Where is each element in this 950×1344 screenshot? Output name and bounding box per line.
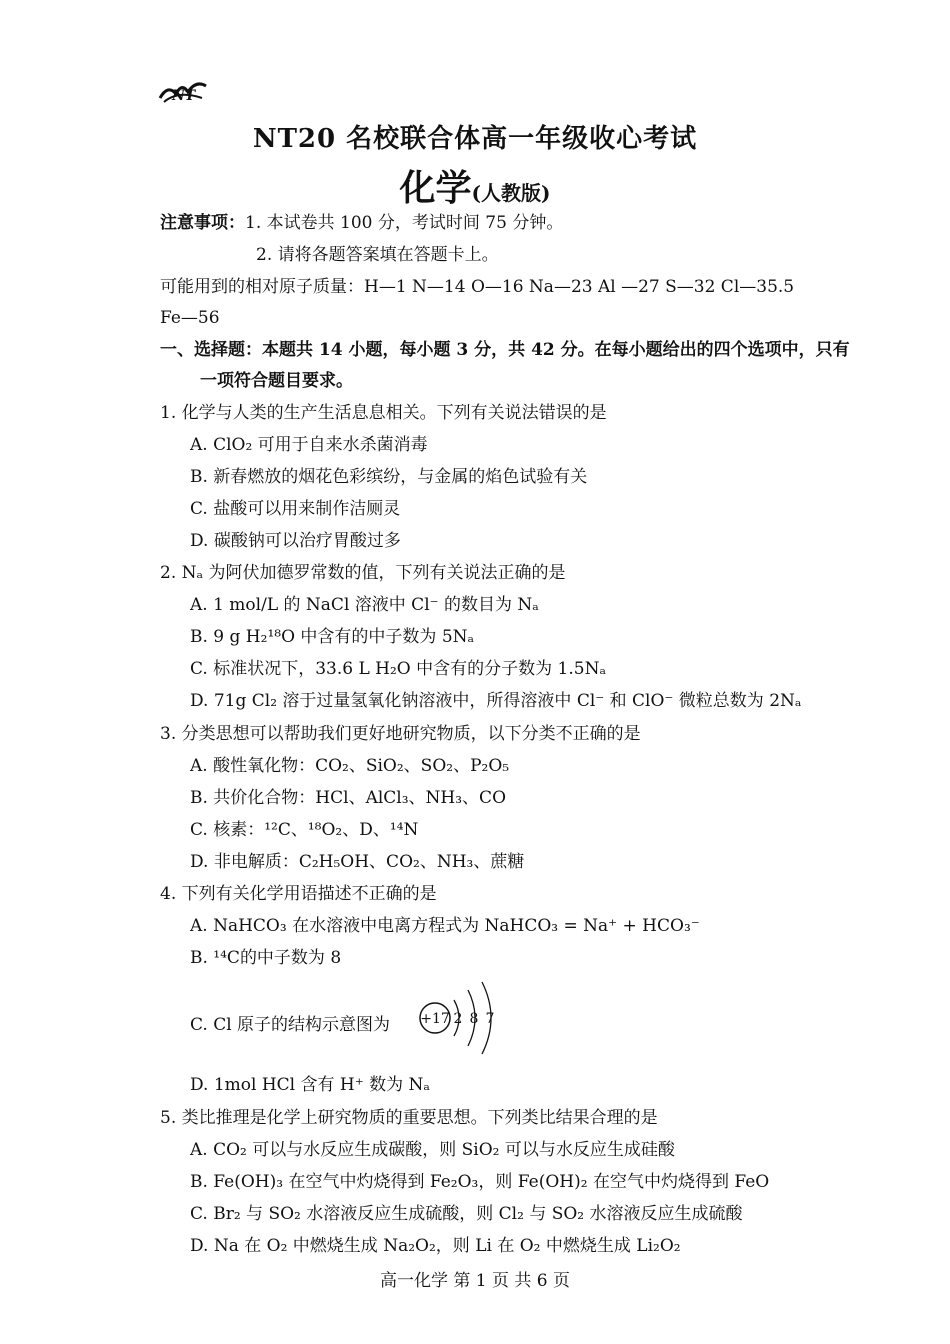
question-3-option-c: C. 核素：¹²C、¹⁸O₂、D、¹⁴N: [190, 820, 419, 840]
question-1-option-a: A. ClO₂ 可用于自来水杀菌消毒: [190, 435, 428, 455]
question-1-option-b: B. 新春燃放的烟花色彩缤纷，与金属的焰色试验有关: [190, 467, 588, 487]
question-4-option-c: C. Cl 原子的结构示意图为: [190, 1015, 391, 1035]
question-1-option-c: C. 盐酸可以用来制作洁厕灵: [190, 499, 401, 519]
question-4-stem: 4. 下列有关化学用语描述不正确的是: [160, 884, 437, 904]
page-footer: 高一化学 第 1 页 共 6 页: [379, 1271, 571, 1291]
question-3-option-d: D. 非电解质：C₂H₅OH、CO₂、NH₃、蔗糖: [190, 852, 525, 872]
question-2-option-c: C. 标准状况下，33.6 L H₂O 中含有的分子数为 1.5Nₐ: [190, 659, 607, 679]
subject-edition: (人教版): [471, 181, 551, 205]
question-2-option-d: D. 71g Cl₂ 溶于过量氢氧化钠溶液中，所得溶液中 Cl⁻ 和 ClO⁻ 微粒总数为 2Nₐ: [190, 691, 802, 711]
question-3-option-a: A. 酸性氧化物：CO₂、SiO₂、SO₂、P₂O₅: [190, 756, 510, 776]
notes-line-1: [160, 212, 563, 234]
notes-item-1: 1. 本试卷共 100 分，考试时间 75 分钟。: [245, 213, 564, 233]
subject-title: [0, 160, 950, 211]
question-5-option-a: A. CO₂ 可以与水反应生成碳酸，则 SiO₂ 可以与水反应生成硅酸: [190, 1140, 675, 1160]
nt-logo: [158, 78, 210, 106]
shell-3-electrons: 7: [485, 1011, 495, 1027]
question-3-stem: 3. 分类思想可以帮助我们更好地研究物质，以下分类不正确的是: [160, 724, 641, 744]
atomic-masses-line-2: Fe—56: [160, 308, 220, 328]
question-2-option-b: B. 9 g H₂¹⁸O 中含有的中子数为 5Nₐ: [190, 627, 475, 647]
question-5-stem: 5. 类比推理是化学上研究物质的重要思想。下列类比结果合理的是: [160, 1108, 658, 1128]
question-5-option-c: C. Br₂ 与 SO₂ 水溶液反应生成硫酸，则 Cl₂ 与 SO₂ 水溶液反应生成硫酸: [190, 1204, 743, 1224]
question-2-stem: 2. Nₐ 为阿伏加德罗常数的值，下列有关说法正确的是: [160, 563, 566, 583]
section-heading-line-1: 一、选择题：本题共 14 小题，每小题 3 分，共 42 分。在每小题给出的四个选项中，只有: [160, 340, 850, 360]
question-1-stem: 1. 化学与人类的生产生活息息相关。下列有关说法错误的是: [160, 403, 607, 423]
notes-label: 注意事项：: [160, 213, 245, 233]
question-3-option-b: B. 共价化合物：HCl、AlCl₃、NH₃、CO: [190, 788, 507, 808]
question-5-option-b: B. Fe(OH)₃ 在空气中灼烧得到 Fe₂O₃，则 Fe(OH)₂ 在空气中灼烧得到 FeO: [190, 1172, 770, 1192]
exam-title: NT20 名校联合体高一年级收心考试: [252, 124, 698, 154]
question-4-option-d: D. 1mol HCl 含有 H⁺ 数为 Nₐ: [190, 1075, 430, 1095]
question-2-option-a: A. 1 mol/L 的 NaCl 溶液中 Cl⁻ 的数目为 Nₐ: [190, 595, 539, 615]
subject-name: 化学: [399, 167, 472, 209]
question-5-option-d: D. Na 在 O₂ 中燃烧生成 Na₂O₂，则 Li 在 O₂ 中燃烧生成 Li₂O₂: [190, 1236, 681, 1256]
nucleus-charge: +17: [420, 1011, 450, 1027]
question-4-option-b: B. ¹⁴C的中子数为 8: [190, 948, 342, 968]
question-1-option-d: D. 碳酸钠可以治疗胃酸过多: [190, 531, 401, 551]
atomic-masses-line-1: 可能用到的相对原子质量：H—1 N—14 O—16 Na—23 Al —27 S—32 Cl—35.5: [160, 277, 795, 297]
shell-2-electrons: 8: [469, 1011, 479, 1027]
notes-item-2: 2. 请将各题答案填在答题卡上。: [256, 245, 499, 265]
shell-1-electrons: 2: [453, 1011, 463, 1027]
logo-text: NT: [172, 88, 196, 104]
question-4-option-a: A. NaHCO₃ 在水溶液中电离方程式为 NaHCO₃ = Na⁺ + HCO₃⁻: [190, 916, 700, 936]
section-heading-line-2: 一项符合题目要求。: [200, 371, 353, 391]
cl-atom-structure-diagram: [418, 978, 508, 1058]
